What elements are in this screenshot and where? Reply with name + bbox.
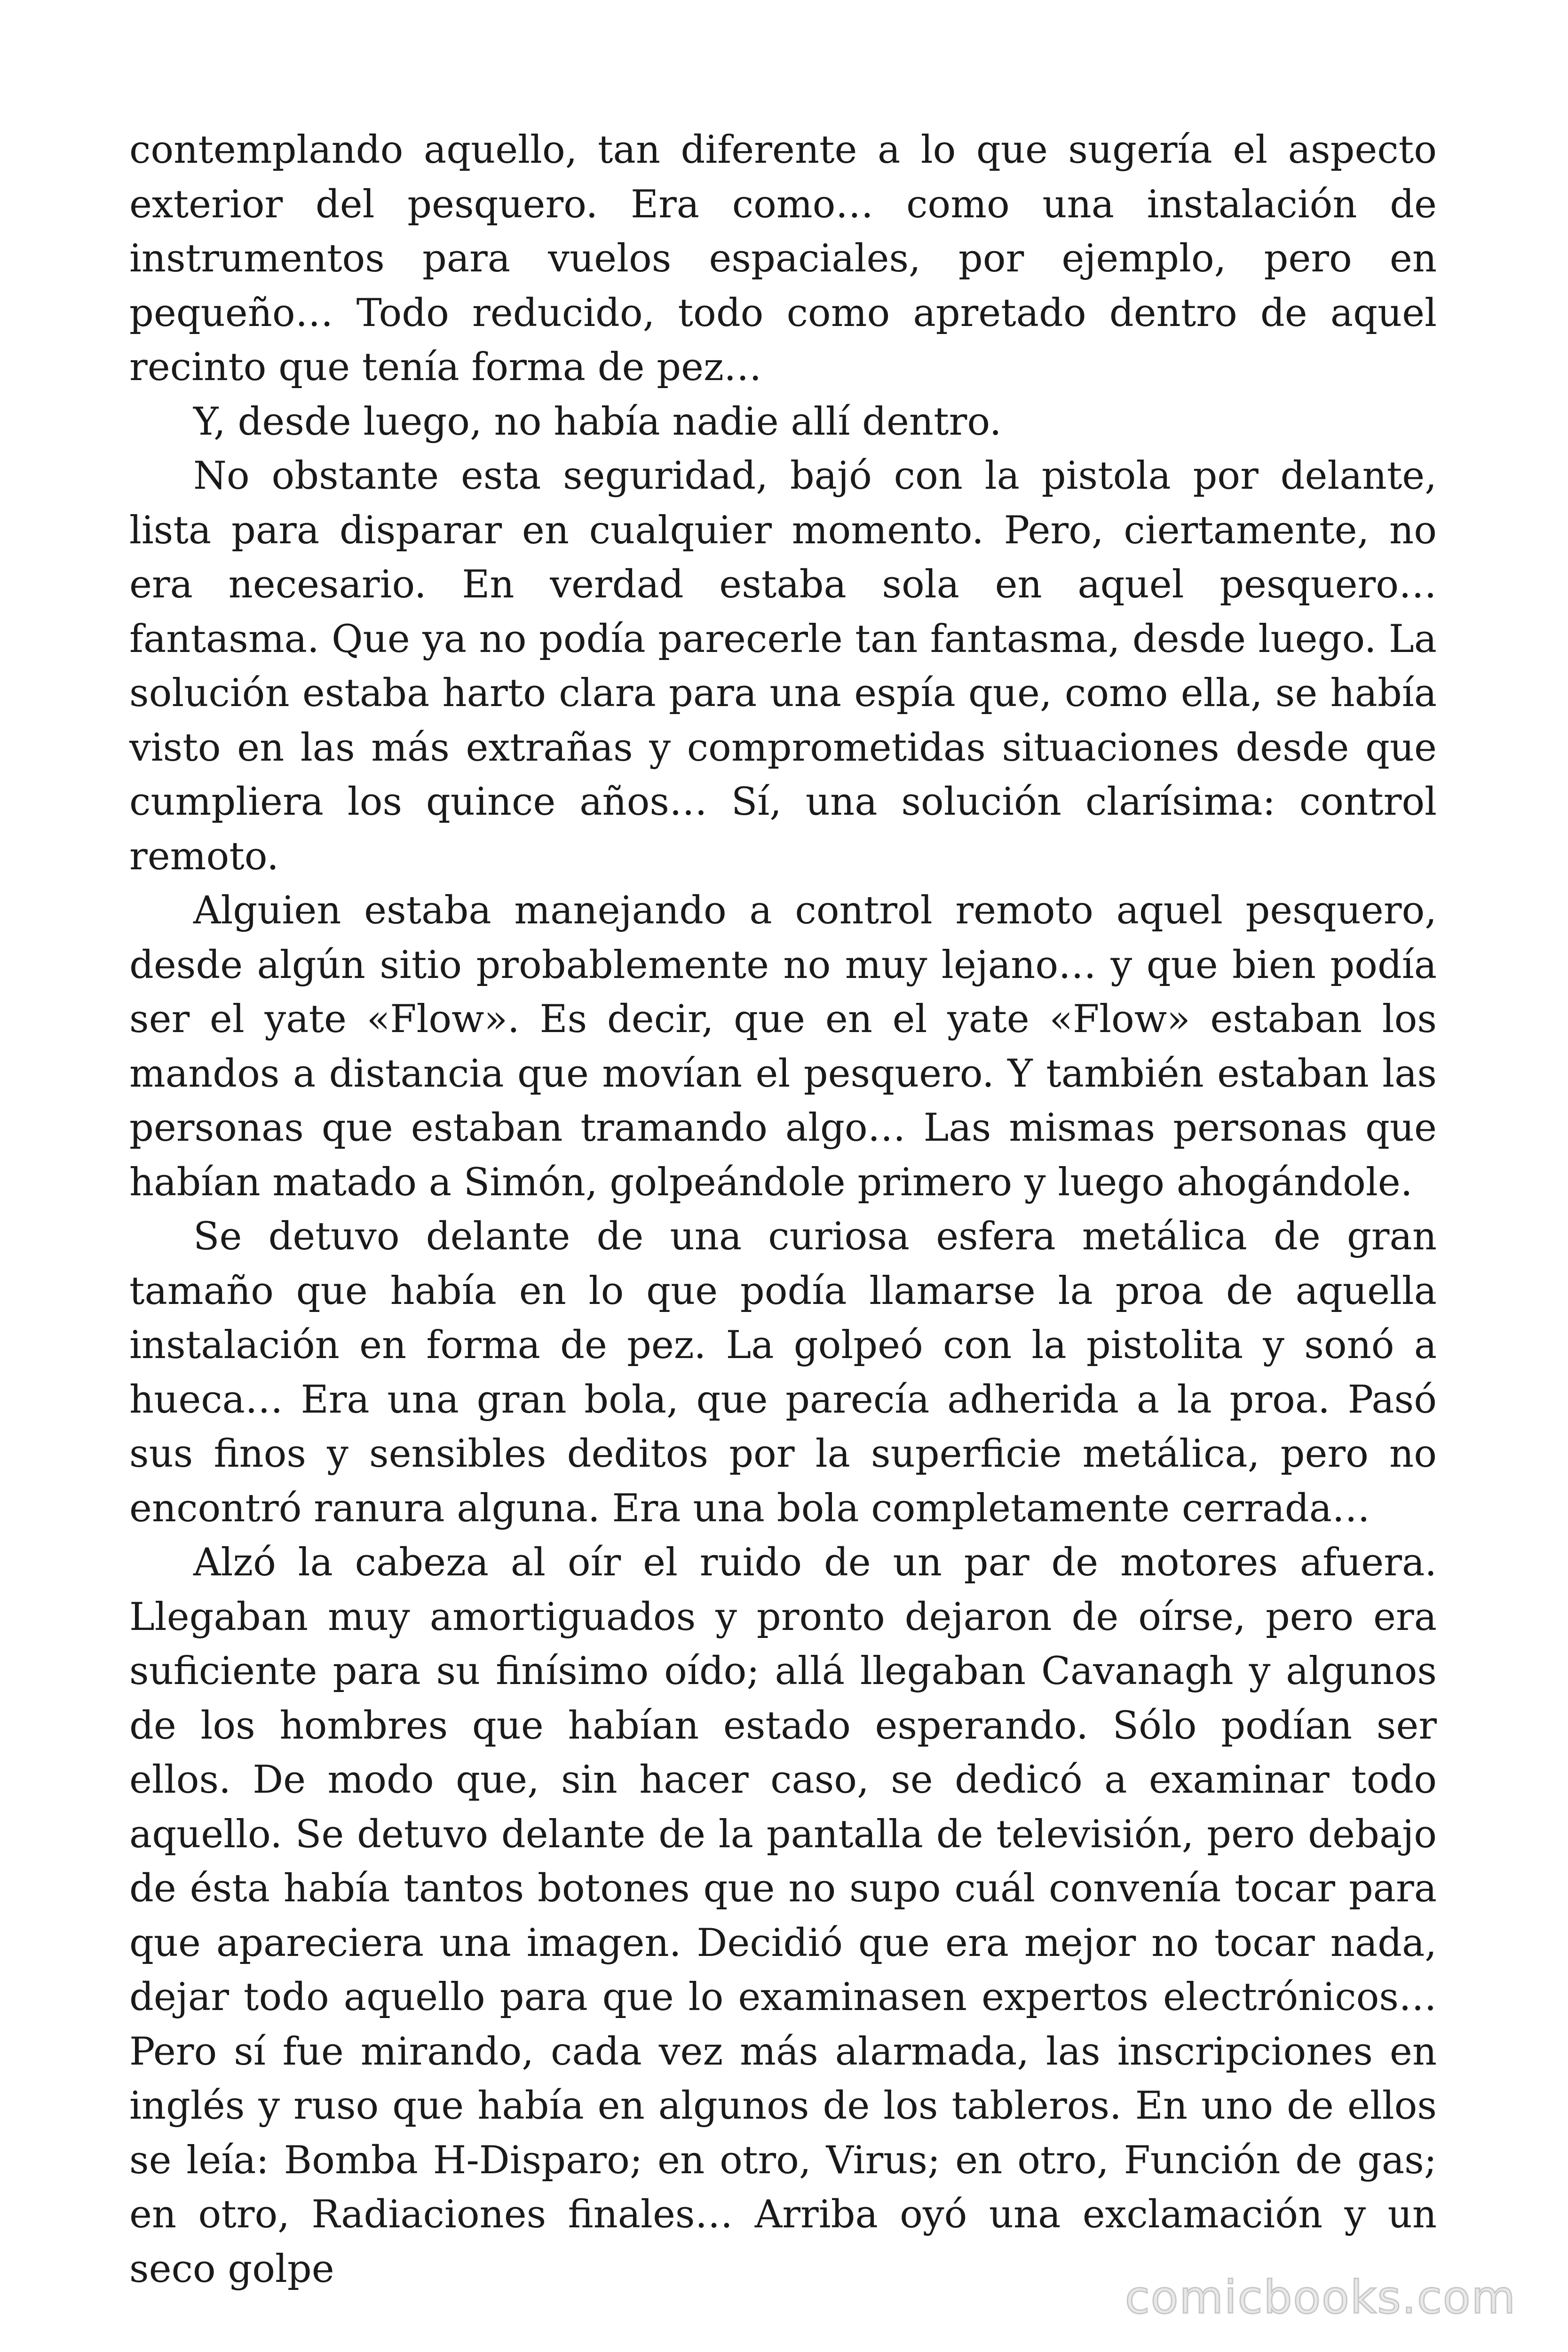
watermark: comicbooks.com: [1125, 2271, 1516, 2324]
body-text: [129, 123, 1437, 2296]
paragraph-5: Se detuvo delante de una curiosa esfera metálica de gran tamaño que había en lo que podía llamarse la proa de aquella instalación en forma de pez. La golpeó con la pistolita y sonó a hueca… Era una gran bola, que parecía adherida a la proa. Pasó sus finos y sensibles deditos por la superficie metálica, pero no encontró ranura alguna. Era una bola completamente cerrada…: [129, 1215, 1437, 1531]
paragraph-3: No obstante esta seguridad, bajó con la pistola por delante, lista para disparar en cualquier momento. Pero, ciertamente, no era necesario. En verdad estaba sola en aquel pesquero… fantasma. Que ya no podía parecerle tan fantasma, desde luego. La solución estaba harto clara para una espía que, como ella, se había visto en las más extrañas y comprometidas situaciones desde que cumpliera los quince años… Sí, una solución clarísima: control remoto.: [129, 454, 1437, 879]
paragraph-4: Alguien estaba manejando a control remoto aquel pesquero, desde algún sitio probablemente no muy lejano… y que bien podía ser el yate «Flow». Es decir, que en el yate «Flow» estaban los mandos a distancia que movían el pesquero. Y también estaban las personas que estaban tramando algo… Las mismas personas que habían matado a Simón, golpeándole primero y luego ahogándole.: [129, 889, 1437, 1205]
paragraph-1: contemplando aquello, tan diferente a lo que sugería el aspecto exterior del pesquero. Era como… como una instalación de instrumentos para vuelos espaciales, por ejemplo, pero en pequeño… Todo reducido, todo como apretado dentro de aquel recinto que tenía forma de pez…: [129, 128, 1437, 389]
paragraph-6: Alzó la cabeza al oír el ruido de un par de motores afuera. Llegaban muy amortiguados y pronto dejaron de oírse, pero era suficiente para su finísimo oído; allá llegaban Cavanagh y algunos de los hombres que habían estado esperando. Sólo podían ser ellos. De modo que, sin hacer caso, se dedicó a examinar todo aquello. Se detuvo delante de la pantalla de televisión, pero debajo de ésta había tantos botones que no supo cuál convenía tocar para que apareciera una imagen. Decidió que era mejor no tocar nada, dejar todo aquello para que lo examinasen expertos electrónicos… Pero sí fue mirando, cada vez más alarmada, las inscripciones en inglés y ruso que había en algunos de los tableros. En uno de ellos se leía: Bomba H-Disparo; en otro, Virus; en otro, Función de gas; en otro, Radiaciones finales… Arriba oyó una exclamación y un seco golpe: [129, 1541, 1437, 2291]
paragraph-2: Y, desde luego, no había nadie allí dentro.: [193, 399, 1002, 444]
